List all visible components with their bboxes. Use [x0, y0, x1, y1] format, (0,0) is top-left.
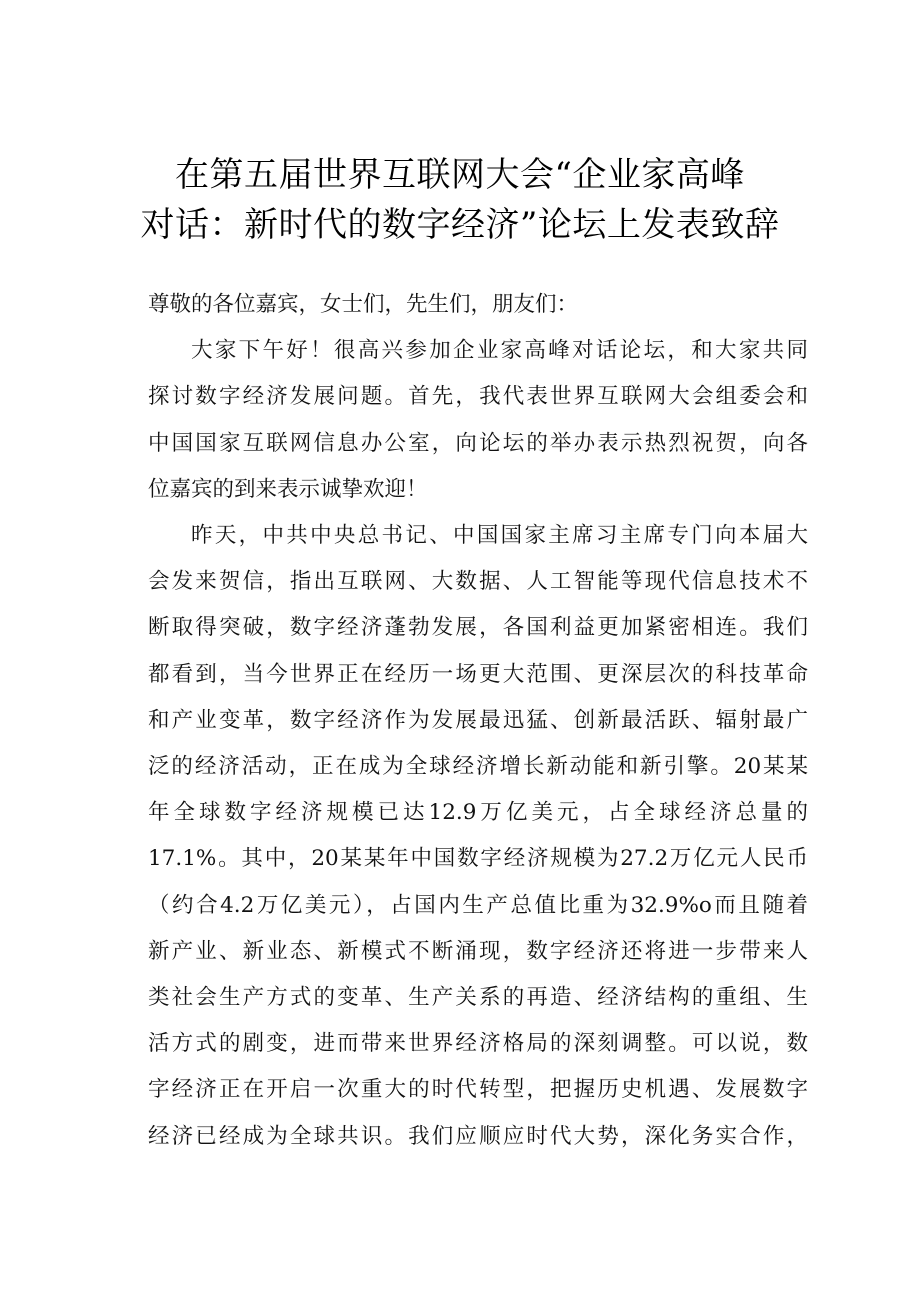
salutation — [148, 282, 808, 328]
document-body — [148, 282, 808, 1160]
paragraph-2-line-2: 会发来贺信，指出互联网、大数据、人工智能等现代信息技术不 — [148, 569, 808, 595]
paragraph-1-line-3: 中国国家互联网信息办公室，向论坛的举办表示热烈祝贺，向各 — [148, 430, 808, 456]
paragraph-2-line-1: 昨天，中共中央总书记、中国国家主席习主席专门向本届大 — [191, 523, 808, 549]
paragraph-2 — [148, 513, 808, 1160]
paragraph-1-line-2: 探讨数字经济发展问题。首先，我代表世界互联网大会组委会和 — [148, 384, 808, 410]
paragraph-2-line-7: 年全球数字经济规模已达12.9万亿美元，占全球经济总量的 — [148, 800, 808, 826]
paragraph-2-line-10: 新产业、新业态、新模式不断涌现，数字经济还将进一步带来人 — [148, 938, 808, 964]
paragraph-2-line-8: 17.1%。其中，20某某年中国数字经济规模为27.2万亿元人民币 — [148, 846, 808, 872]
paragraph-2-line-9: （约合4.2万亿美元），占国内生产总值比重为32.9%o而且随着 — [148, 892, 808, 918]
paragraph-2-line-13: 字经济正在开启一次重大的时代转型，把握历史机遇、发展数字 — [148, 1077, 808, 1103]
paragraph-2-line-11: 类社会生产方式的变革、生产关系的再造、经济结构的重组、生 — [148, 985, 808, 1011]
title-line-2: 对话：新时代的数字经济”论坛上发表致辞 — [140, 205, 780, 245]
paragraph-1 — [148, 328, 808, 513]
paragraph-1-line-1: 大家下午好！很高兴参加企业家高峰对话论坛，和大家共同 — [191, 338, 808, 364]
title-line-1: 在第五届世界互联网大会“企业家高峰 — [175, 155, 745, 195]
paragraph-2-line-6: 泛的经济活动，正在成为全球经济增长新动能和新引擎。20某某 — [148, 754, 808, 780]
paragraph-2-line-12: 活方式的剧变，进而带来世界经济格局的深刻调整。可以说，数 — [148, 1031, 808, 1057]
paragraph-2-line-14: 经济已经成为全球共识。我们应顺应时代大势，深化务实合作， — [148, 1123, 808, 1149]
paragraph-2-line-5: 和产业变革，数字经济作为发展最迅猛、创新最活跃、辐射最广 — [148, 707, 808, 733]
paragraph-2-line-3: 断取得突破，数字经济蓬勃发展，各国利益更加紧密相连。我们 — [148, 615, 808, 641]
document-title — [120, 150, 800, 250]
salutation-line: 尊敬的各位嘉宾，女士们，先生们，朋友们： — [148, 292, 579, 317]
paragraph-2-line-4: 都看到，当今世界正在经历一场更大范围、更深层次的科技革命 — [148, 661, 808, 687]
paragraph-1-line-4: 位嘉宾的到来表示诚挚欢迎！ — [148, 476, 428, 502]
